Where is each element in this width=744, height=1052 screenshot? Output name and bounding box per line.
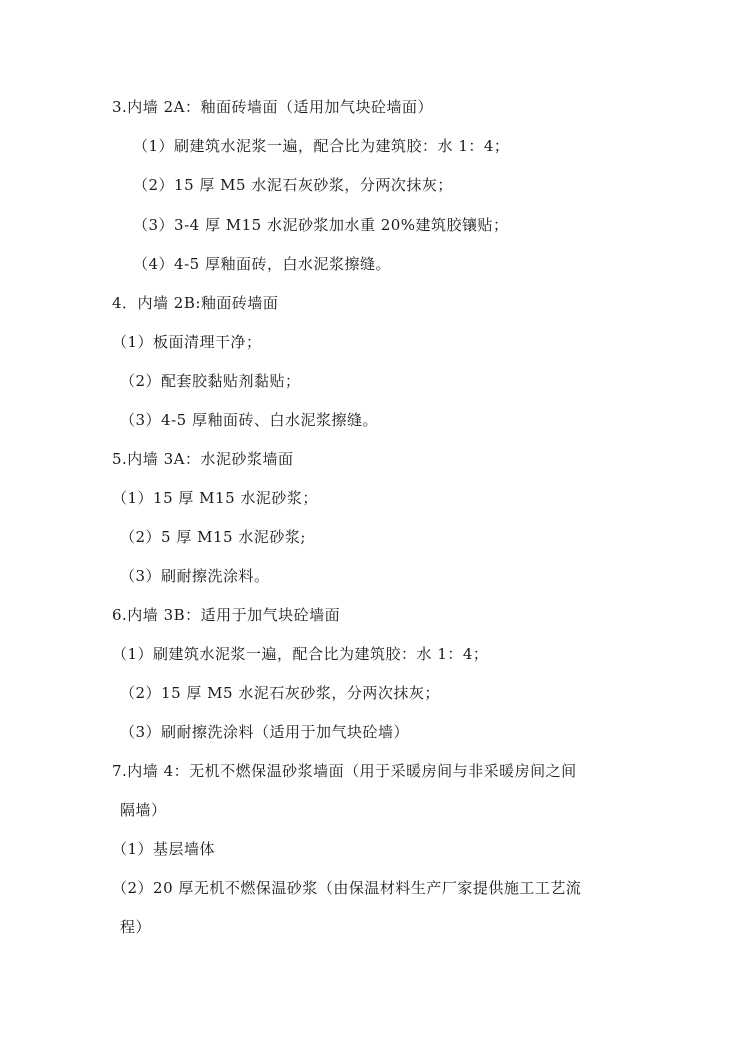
- list-item: （3）3-4 厚 M15 水泥砂浆加水重 20%建筑胶镶贴；: [133, 216, 509, 234]
- list-item: （2）5 厚 M15 水泥砂浆;: [120, 528, 306, 546]
- list-item: （1）刷建筑水泥浆一遍，配合比为建筑胶：水 1：4；: [112, 645, 489, 663]
- list-item: （2）15 厚 M5 水泥石灰砂浆，分两次抹灰；: [133, 176, 453, 194]
- section-heading: 4．内墙 2B:釉面砖墙面: [112, 294, 279, 312]
- list-item-continuation: 程）: [120, 918, 152, 936]
- list-item: （3）4-5 厚釉面砖、白水泥浆擦缝。: [120, 411, 378, 429]
- list-item: （3）刷耐擦洗涂料（适用于加气块砼墙）: [120, 723, 410, 741]
- list-item: （1）基层墙体: [112, 840, 216, 858]
- list-item: （3）刷耐擦洗涂料。: [120, 567, 270, 585]
- list-item: （1）刷建筑水泥浆一遍，配合比为建筑胶：水 1：4；: [133, 137, 510, 155]
- list-item: （2）配套胶黏贴剂黏贴；: [120, 372, 301, 390]
- list-item: （2）20 厚无机不燃保温砂浆（由保温材料生产厂家提供施工工艺流: [112, 879, 582, 897]
- list-item: （1）板面清理干净；: [112, 333, 262, 351]
- section-heading: 5.内墙 3A：水泥砂浆墙面: [112, 450, 294, 468]
- section-heading-continuation: 隔墙）: [120, 801, 167, 819]
- section-heading: 7.内墙 4：无机不燃保温砂浆墙面（用于采暖房间与非采暖房间之间: [112, 762, 577, 780]
- section-heading: 6.内墙 3B：适用于加气块砼墙面: [112, 606, 341, 624]
- list-item: （2）15 厚 M5 水泥石灰砂浆，分两次抹灰；: [120, 684, 440, 702]
- list-item: （4）4-5 厚釉面砖，白水泥浆擦缝。: [133, 255, 391, 273]
- section-heading: 3.内墙 2A：釉面砖墙面（适用加气块砼墙面）: [112, 98, 433, 116]
- list-item: （1）15 厚 M15 水泥砂浆；: [112, 489, 318, 507]
